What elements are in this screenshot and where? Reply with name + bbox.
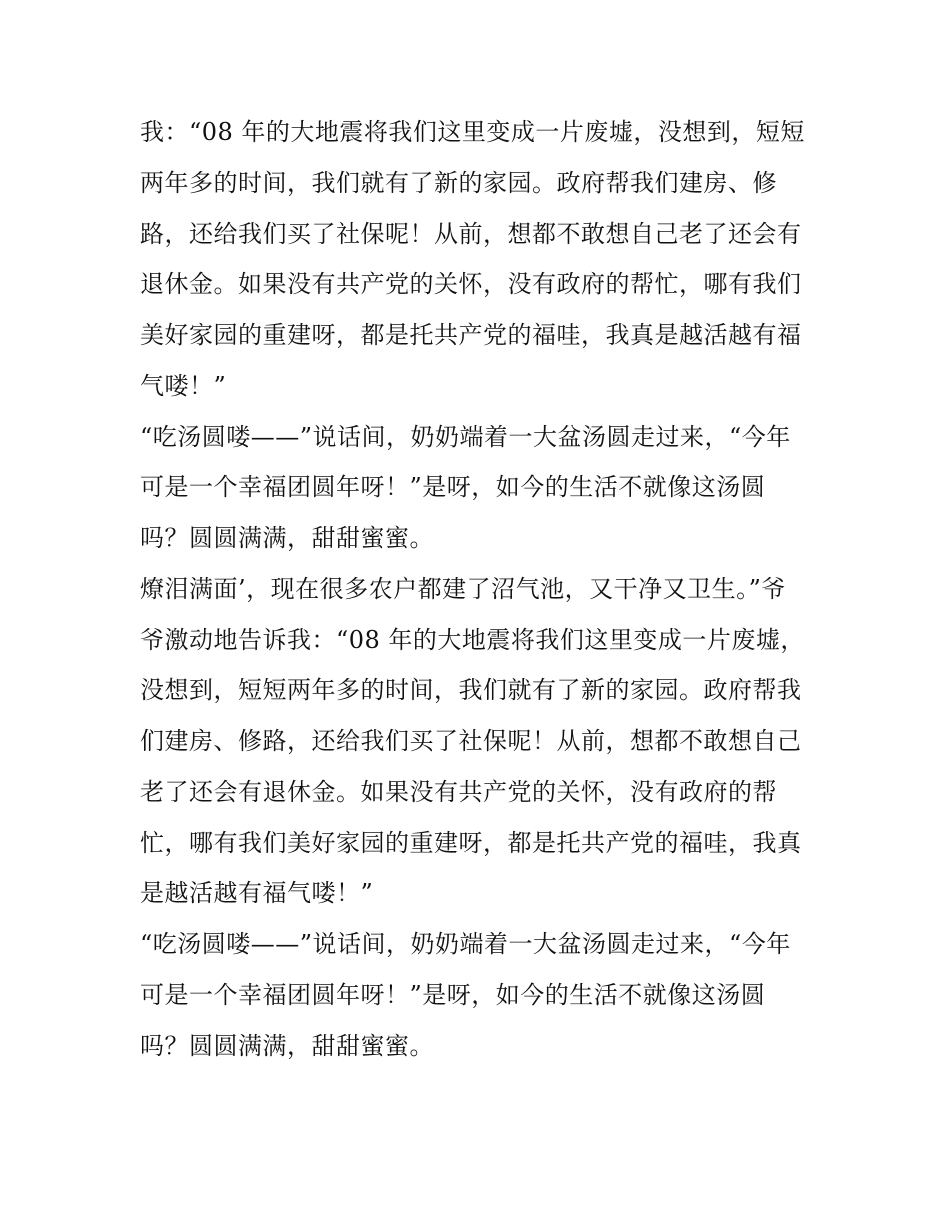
text-line: 没想到，短短两年多的时间，我们就有了新的家园。政府帮我 <box>140 676 802 705</box>
text-line: 吗？圆圆满满，甜甜蜜蜜。 <box>140 524 434 552</box>
text-line: 爷激动地告诉我：“08 年的大地震将我们这里变成一片废墟， <box>140 625 805 654</box>
text-line: 吗？圆圆满满，甜甜蜜蜜。 <box>140 1031 434 1060</box>
text-line: 燎泪满面’，现在很多农户都建了沼气池，又干净又卫生。”爷 <box>140 574 786 603</box>
text-line: 退休金。如果没有共产党的关怀，没有政府的帮忙，哪有我们 <box>140 270 802 299</box>
document-body <box>140 107 820 1071</box>
text-line: 们建房、修路，还给我们买了社保呢！从前，想都不敢想自己 <box>140 727 802 755</box>
text-line: 气喽！” <box>140 371 227 400</box>
text-line: 我：“08 年的大地震将我们这里变成一片废墟，没想到，短短 <box>140 118 805 146</box>
text-line: 可是一个幸福团圆年呀！”是呀，如今的生活不就像这汤圆 <box>140 473 766 502</box>
text-line: 路，还给我们买了社保呢！从前，想都不敢想自己老了还会有 <box>140 219 802 248</box>
text-line: 美好家园的重建呀，都是托共产党的福哇，我真是越活越有福 <box>140 321 802 349</box>
text-line: 两年多的时间，我们就有了新的家园。政府帮我们建房、修 <box>140 168 777 197</box>
text-line: 可是一个幸福团圆年呀！”是呀，如今的生活不就像这汤圆 <box>140 980 766 1009</box>
text-line: “吃汤圆喽——”说话间，奶奶端着一大盆汤圆走过来，“今年 <box>140 930 791 958</box>
text-line: 老了还会有退休金。如果没有共产党的关怀，没有政府的帮 <box>140 777 777 806</box>
text-line: 忙，哪有我们美好家园的重建呀，都是托共产党的福哇，我真 <box>140 828 802 857</box>
text-line: 是越活越有福气喽！” <box>140 879 374 908</box>
text-line: “吃汤圆喽——”说话间，奶奶端着一大盆汤圆走过来，“今年 <box>140 422 791 451</box>
